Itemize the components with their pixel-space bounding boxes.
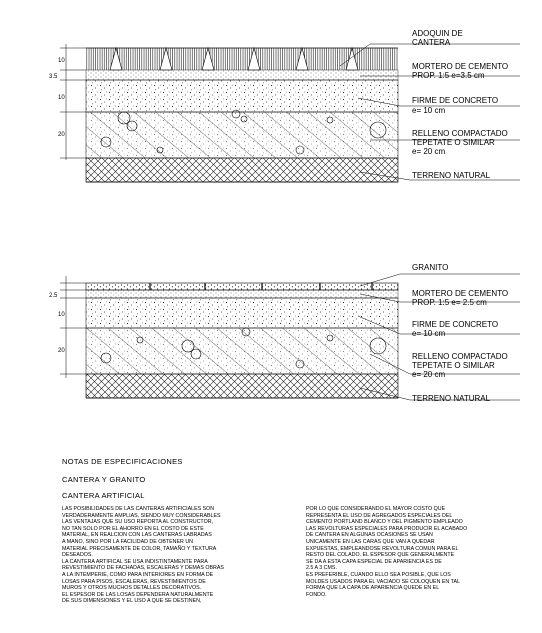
notes-line: CEMENTO PORTLAND BLANCO Y DEL PIGMENTO EMPLEADO: [306, 519, 463, 526]
notes-line: DE SUS DIMENSIONES Y EL USO A QUE SE DESTINEN,: [62, 598, 202, 605]
section1-layers: [86, 48, 398, 182]
notes-line: LAS VENTAJAS QUE SU USO REPORTA AL CONSTRUCTOR,: [62, 519, 213, 526]
dim-label: 10: [58, 58, 65, 64]
mortero-layer: [86, 290, 398, 298]
label-relleno: TEPETATE O SIMILAR: [412, 361, 495, 370]
notes-line: FORMA QUE LA CAPA DE APARIENCIA QUEDE EN EL: [306, 585, 440, 592]
notes-line: LAS REVOLTURAS ESPECIALES PARA PRODUCIR EL ACABADO: [306, 525, 468, 532]
dim-label: 3.5: [49, 74, 58, 80]
notes-line: LAS POSIBILIDADES DE LAS CANTERAS ARTIFICIALES SON: [62, 506, 215, 512]
notes-line: EL ESPESOR DE LAS LOSAS DEPENDERA NATURALMENTE: [62, 591, 214, 598]
label-terreno: TERRENO NATURAL: [412, 171, 491, 180]
notes-line: A MANO, SINO POR LA FACILIDAD DE OBTENER UN: [62, 538, 193, 545]
notes-line: REPRESENTA EL USO DE AGREGADOS ESPECIALES DEL: [306, 512, 453, 519]
dim-label: 20: [58, 348, 65, 354]
notes-line: FONDO.: [306, 591, 327, 598]
notes-line: MOLDES USADOS PARA EL VACIADO SE COLOQUEN EN TAL: [306, 578, 460, 585]
label-mortero: PROP. 1:5 e= 2.5 cm: [412, 298, 487, 307]
terreno-layer: [86, 374, 398, 398]
label-firme: FIRME DE CONCRETO: [412, 320, 499, 329]
notes-left-paragraph: [62, 506, 262, 605]
label-terreno: TERRENO NATURAL: [412, 394, 491, 403]
notes-line: A LA INTEMPERIE, COMO PARA INTERIORES EN FORMA DE: [62, 571, 214, 578]
notes-title: NOTAS DE ESPECIFICACIONES: [62, 457, 183, 466]
notes-line: MUROS Y OTROS MUCHOS DETALLES DECORATIVOS.: [62, 585, 202, 592]
label-relleno: TEPETATE O SIMILAR: [412, 138, 495, 147]
notes-line: ES PREFERIBLE, CUANDO ELLO SEA POSIBLE, QUE LOS: [306, 571, 451, 578]
dim-label: 20: [58, 132, 65, 138]
notes-line: VERDADERAMENTE AMPLIAS, SIENDO MUY CONSIDERABLES: [62, 512, 221, 519]
notes-line: MATERIAL, EN REALCION CON LAS CANTERAS LABRADAS: [62, 532, 212, 539]
notes-line: LA CANTERA ARTIFICAL SE USA INDISTINTAMENTE PARA: [62, 558, 208, 565]
label-firme: FIRME DE CONCRETO: [412, 96, 499, 105]
label-firme: e= 10 cm: [412, 106, 446, 115]
notes-line: EXPUESTAS, EMPLEANDOSE REVOLTURA COMUN PARA EL: [306, 545, 459, 552]
notes-subtitle: CANTERA Y GRANITO: [62, 475, 146, 484]
label-firme: e= 10 cm: [412, 329, 446, 338]
label-mortero: MORTERO DE CEMENTO: [412, 289, 509, 298]
label-relleno: RELLENO COMPACTADO: [412, 129, 508, 138]
label-relleno: e= 20 cm: [412, 147, 446, 156]
section2-dimensions: [60, 276, 86, 378]
label-adoquin: ADOQUIN DE: [412, 29, 463, 38]
notes-line: DE CANTERA EN ALGUNAS OCASIONES SE USAN: [306, 532, 433, 539]
notes-line: SE DA A ESTA CAPA ESPECIAL DE APARIENCIA ES DE: [306, 558, 442, 565]
firme-layer: [86, 80, 398, 112]
label-adoquin: CANTERA: [412, 38, 451, 47]
notes-right-paragraph: [306, 506, 506, 598]
notes-line: POR LO QUE CONSIDERANDO EL MAYOR COSTO QUE: [306, 506, 446, 512]
dim-label: 10: [58, 312, 65, 318]
notes-line: UNICAMENTE EN LAS CARAS QUE VAN A QUEDAR: [306, 538, 435, 545]
dim-label: 2.5: [49, 293, 58, 299]
granito-layer: [86, 283, 398, 290]
terreno-layer: [86, 158, 398, 182]
notes-line: 2.5 A 3 CMS.: [306, 565, 337, 572]
notes-line: NO TAN SOLO POR EL AHORRO EN EL COSTO DE ESTE: [62, 525, 204, 532]
notes-section: CANTERA ARTIFICIAL: [62, 491, 145, 500]
notes-line: DESEADOS.: [62, 552, 93, 559]
firme-layer: [86, 298, 398, 328]
label-granito: GRANITO: [412, 263, 449, 272]
label-mortero: PROP. 1:5 e=3.5 cm: [412, 71, 485, 80]
dim-label: 10: [58, 95, 65, 101]
mortero-layer: [86, 70, 398, 80]
section2-layers: [86, 283, 398, 398]
label-relleno: RELLENO COMPACTADO: [412, 352, 508, 361]
notes-line: LOSAS PARA PISOS, ESCALERAS, REVESTIMIENTOS DE: [62, 578, 206, 585]
label-relleno: e= 20 cm: [412, 370, 446, 379]
notes-line: REVESTIMIENTO DE FACHADAS, ESCALERAS Y DEMAS OBRAS: [62, 565, 224, 572]
label-mortero: MORTERO DE CEMENTO: [412, 62, 509, 71]
notes-line: RESTO DEL COLADO. EL ESPESOR QUE GENERALMENTE: [306, 552, 455, 559]
notes-line: MATERIAL PRECISAMENTE DE COLOR, TAMAÑO Y TEXTURA: [62, 545, 217, 552]
